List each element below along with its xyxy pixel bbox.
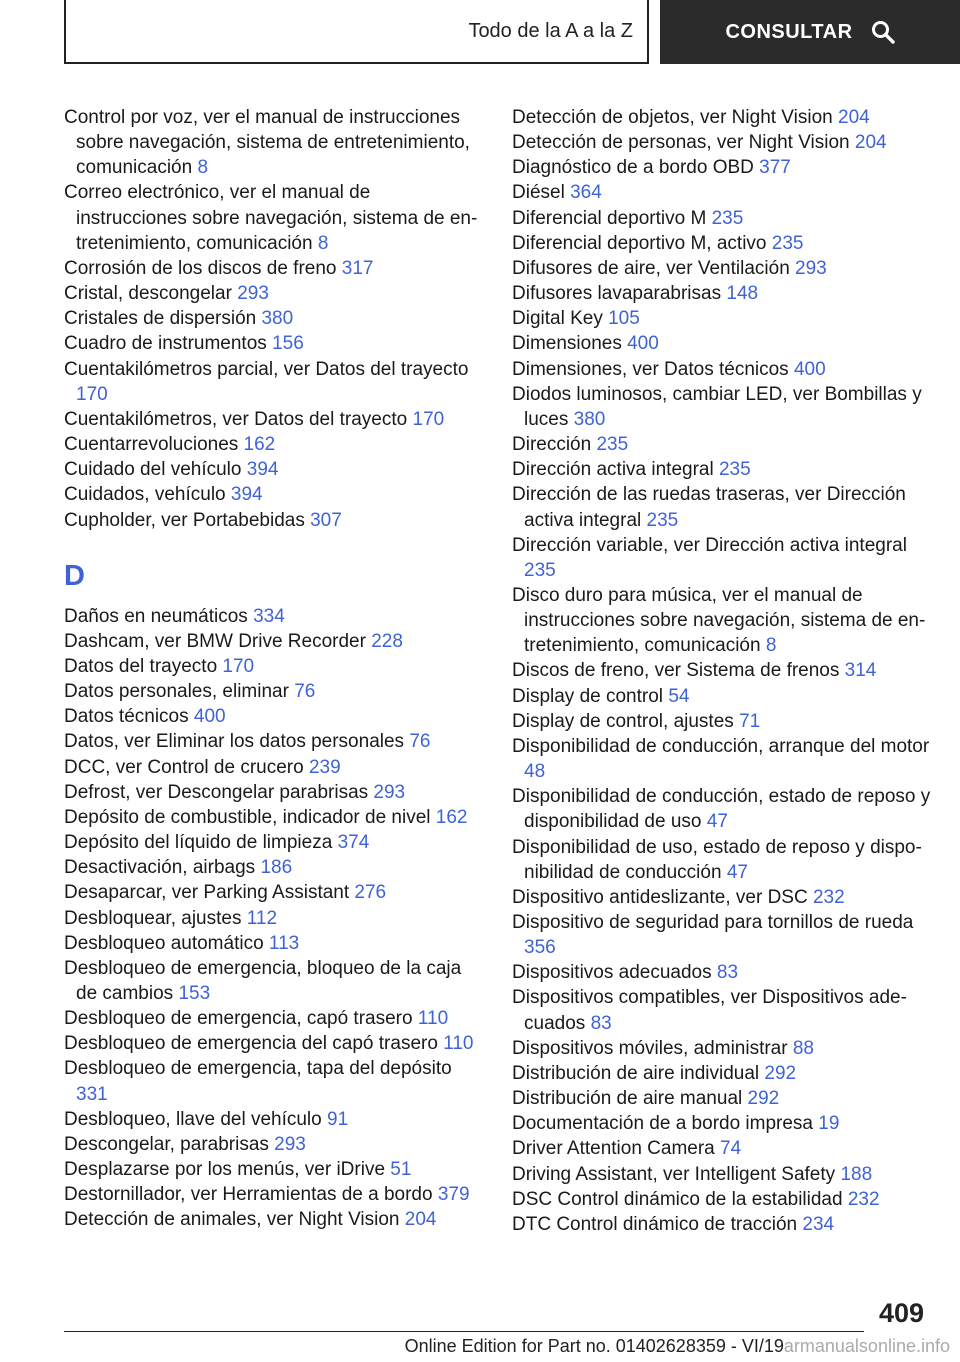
page-link[interactable]: 400: [793, 358, 826, 380]
index-entry: [512, 1136, 932, 1161]
page-link[interactable]: 380: [573, 408, 606, 430]
index-entry: [512, 281, 932, 306]
page-link[interactable]: 54: [668, 685, 690, 707]
entry-text: Datos técnicos: [64, 706, 189, 728]
page-link[interactable]: 153: [178, 983, 211, 1004]
index-entry: [512, 784, 932, 834]
index-entry: [512, 910, 932, 960]
entry-text: Disponibilidad de conducción, estado de reposo y disponibilidad de uso: [512, 786, 931, 833]
footer-divider: [64, 1331, 864, 1332]
entry-text: Cuentakilómetros, ver Datos del trayecto: [64, 408, 408, 430]
magnifier-icon: [871, 20, 895, 44]
index-entry: [64, 855, 484, 880]
page-link[interactable]: 400: [627, 333, 659, 355]
index-entry: [64, 805, 484, 830]
page-link[interactable]: 51: [390, 1159, 412, 1181]
edition-text: Online Edition for Part no. 01402628359 - VI/19: [404, 1336, 784, 1356]
index-entry: [64, 1207, 484, 1232]
entry-text: Cuentarrevoluciones: [64, 434, 239, 456]
entry-text: Dashcam, ver BMW Drive Recorder: [64, 630, 366, 652]
page-link[interactable]: 113: [268, 932, 300, 954]
section-letter: D: [64, 559, 85, 592]
page-link[interactable]: 76: [409, 731, 431, 753]
index-entry: [512, 482, 932, 532]
page-link[interactable]: 83: [590, 1012, 612, 1034]
page-link[interactable]: 19: [818, 1113, 840, 1135]
index-entry: [64, 654, 484, 679]
index-entry: [512, 1036, 932, 1061]
index-entry: [512, 684, 932, 709]
entry-text: Desaparcar, ver Parking Assistant: [64, 882, 350, 904]
index-entry: [64, 956, 484, 1006]
index-entry: [64, 1056, 484, 1106]
index-entry: [64, 755, 484, 780]
entry-text: Cristal, descongelar: [64, 283, 232, 305]
page-link[interactable]: 293: [795, 257, 827, 279]
entry-text: Depósito del líquido de limpieza: [64, 832, 333, 854]
entry-text: DCC, ver Control de crucero: [64, 756, 304, 778]
entry-text: Depósito de combustible, indicador de nivel: [64, 806, 431, 828]
page-link[interactable]: 239: [308, 756, 341, 778]
entry-text: Dimensiones: [512, 333, 622, 355]
page-link[interactable]: 307: [310, 509, 342, 531]
index-entry: [64, 407, 484, 432]
index-entry: [512, 835, 932, 885]
index-entry: [64, 457, 484, 482]
index-entry: [64, 1006, 484, 1031]
page-link[interactable]: 232: [812, 886, 845, 908]
page-link[interactable]: 204: [854, 132, 887, 154]
entry-text: Distribución de aire manual: [512, 1088, 743, 1110]
entry-text: Cuentakilómetros parcial, ver Datos del trayecto: [64, 358, 469, 380]
page-link[interactable]: 394: [246, 459, 279, 481]
page-number: 409: [878, 1298, 924, 1328]
index-entry: [512, 734, 932, 784]
entry-text: Diferencial deportivo M: [512, 207, 707, 229]
index-entry: [512, 382, 932, 432]
entry-text: Difusores de aire, ver Ventilación: [512, 257, 790, 279]
index-entry: [512, 306, 932, 331]
page-link[interactable]: 334: [253, 605, 285, 627]
page-link[interactable]: 235: [596, 434, 629, 456]
index-entry: [512, 885, 932, 910]
page-link[interactable]: 170: [412, 408, 445, 430]
entry-text: Dirección de las ruedas traseras, ver Dirección activa integral: [512, 484, 906, 531]
entry-text: Dirección activa integral: [512, 459, 714, 481]
index-entry: [64, 1132, 484, 1157]
page-link[interactable]: 235: [771, 232, 804, 254]
page-link[interactable]: 276: [354, 882, 387, 904]
index-entry: [64, 508, 484, 533]
page-link[interactable]: 204: [404, 1209, 437, 1231]
entry-text: Disco duro para música, ver el manual de instrucciones sobre navegación, sistema de entretenimiento, comunicación: [512, 584, 926, 657]
index-entry: [512, 583, 932, 658]
index-tab[interactable]: [64, 0, 649, 64]
entry-text: Driving Assistant, ver Intelligent Safety: [512, 1163, 836, 1185]
page-link[interactable]: 105: [608, 308, 640, 330]
entry-text: Diagnóstico de a bordo OBD: [512, 157, 754, 179]
page-link[interactable]: 235: [646, 509, 679, 531]
index-entry: [512, 1086, 932, 1111]
entry-text: Driver Attention Camera: [512, 1138, 715, 1160]
page-link[interactable]: 331: [76, 1083, 108, 1105]
index-entry: [64, 906, 484, 931]
page-link[interactable]: 170: [76, 383, 108, 405]
footer: [0, 1336, 960, 1357]
page-link[interactable]: 356: [524, 937, 556, 959]
entry-text: Desbloqueo de emergencia, tapa del depósito: [64, 1058, 452, 1080]
page-link[interactable]: 317: [341, 257, 374, 279]
index-entry: [512, 1061, 932, 1086]
page-link[interactable]: 156: [272, 333, 304, 355]
index-tab-label: Todo de la A a la Z: [468, 19, 633, 42]
index-entry: [512, 709, 932, 734]
index-entry: [64, 432, 484, 457]
index-entry: [512, 533, 932, 583]
entry-text: Diferencial deportivo M, activo: [512, 232, 767, 254]
entry-text: Corrosión de los discos de freno: [64, 257, 337, 279]
entry-text: Disponibilidad de uso, estado de reposo y disponibilidad de conducción: [512, 836, 922, 883]
page-link[interactable]: 292: [747, 1088, 780, 1110]
entry-text: Digital Key: [512, 308, 603, 330]
page-link[interactable]: 204: [838, 107, 870, 128]
page-link[interactable]: 186: [260, 857, 293, 879]
index-entry: [512, 658, 932, 683]
page-link[interactable]: 292: [764, 1062, 797, 1084]
index-entry: [512, 1111, 932, 1136]
index-entry: [512, 1162, 932, 1187]
entry-text: Diésel: [512, 182, 565, 204]
page-link[interactable]: 8: [765, 635, 777, 657]
index-entry: [512, 357, 932, 382]
index-entry: [512, 155, 932, 180]
index-entry: [64, 1107, 484, 1132]
index-entry: [64, 830, 484, 855]
index-entry: [512, 206, 932, 231]
index-entry: [64, 180, 484, 255]
entry-text: Disponibilidad de conducción, arranque del motor: [512, 735, 930, 757]
index-entry: [512, 331, 932, 356]
index-entry: [64, 780, 484, 805]
index-entry: [512, 180, 932, 205]
entry-text: Desbloqueo de emergencia, capó trasero: [64, 1008, 413, 1030]
page-link[interactable]: 235: [718, 459, 751, 481]
entry-text: Dispositivo antideslizante, ver DSC: [512, 886, 808, 908]
page-link[interactable]: 88: [792, 1037, 814, 1059]
index-entry: [512, 432, 932, 457]
index-column-left: [64, 105, 484, 1233]
index-entry: [64, 1182, 484, 1207]
page-link[interactable]: 8: [317, 232, 329, 254]
page-link[interactable]: 380: [261, 308, 294, 330]
index-entry: [64, 704, 484, 729]
entry-text: Display de control: [512, 685, 664, 707]
entry-text: Dispositivos móviles, administrar: [512, 1037, 788, 1059]
entry-text: Discos de freno, ver Sistema de frenos: [512, 660, 840, 682]
page-link[interactable]: 112: [246, 907, 278, 929]
search-tab[interactable]: [660, 0, 960, 64]
index-entry: [512, 1187, 932, 1212]
page-link[interactable]: 293: [274, 1133, 306, 1155]
entry-text: Cristales de dispersión: [64, 308, 257, 330]
entry-text: Desbloquear, ajustes: [64, 907, 242, 929]
entry-text: Detección de personas, ver Night Vision: [512, 132, 850, 154]
page-link[interactable]: 110: [443, 1033, 474, 1055]
entry-text: Cuadro de instrumentos: [64, 333, 267, 355]
index-entry: [64, 105, 484, 180]
page-link[interactable]: 232: [847, 1188, 880, 1210]
index-entry: [64, 604, 484, 629]
page-link[interactable]: 47: [726, 861, 748, 883]
index-entry: [64, 1031, 484, 1056]
page-link[interactable]: 234: [802, 1213, 835, 1235]
index-entry: [64, 729, 484, 754]
index-entry: [64, 482, 484, 507]
page-link[interactable]: 228: [371, 630, 403, 652]
entry-text: Descongelar, parabrisas: [64, 1133, 269, 1155]
index-entry: [64, 880, 484, 905]
index-entry: [64, 629, 484, 654]
search-tab-label: CONSULTAR: [725, 20, 853, 43]
entry-text: Distribución de aire individual: [512, 1062, 760, 1084]
entry-text: Defrost, ver Descongelar parabrisas: [64, 781, 369, 803]
page-link[interactable]: 76: [294, 681, 316, 703]
entry-text: Detección de objetos, ver Night Vision: [512, 107, 833, 128]
entry-text: Dispositivo de seguridad para tornillos de rueda: [512, 912, 914, 933]
index-entry: [512, 105, 932, 130]
index-entry: [512, 130, 932, 155]
index-entry: [512, 457, 932, 482]
page-link[interactable]: 148: [726, 283, 759, 305]
page-link[interactable]: 400: [193, 706, 226, 728]
page-link[interactable]: 314: [844, 660, 877, 682]
page-link[interactable]: 47: [706, 811, 728, 833]
index-entry: [64, 306, 484, 331]
index-entry: [64, 281, 484, 306]
index-entry: [512, 985, 932, 1035]
entry-text: Dispositivos compatibles, ver Dispositivos adecuados: [512, 987, 907, 1034]
entry-text: Dirección variable, ver Dirección activa integral: [512, 534, 907, 556]
entry-text: Diodos luminosos, cambiar LED, ver Bombillas y luces: [512, 383, 922, 430]
entry-text: Desbloqueo de emergencia, bloqueo de la caja de cambios: [64, 957, 462, 1004]
page-link[interactable]: 170: [222, 655, 255, 677]
index-entry: [64, 679, 484, 704]
entry-text: Difusores lavaparabrisas: [512, 283, 722, 305]
page-link[interactable]: 235: [524, 559, 556, 581]
page-link[interactable]: 293: [237, 283, 269, 305]
index-entry: [512, 1212, 932, 1237]
entry-text: Desbloqueo, llave del vehículo: [64, 1108, 322, 1130]
entry-text: Datos personales, eliminar: [64, 681, 289, 703]
index-entry: [512, 960, 932, 985]
entry-text: Dimensiones, ver Datos técnicos: [512, 358, 789, 380]
page-link[interactable]: 394: [230, 484, 263, 506]
entry-text: Daños en neumáticos: [64, 605, 248, 627]
page-link[interactable]: 110: [417, 1008, 449, 1030]
entry-text: Datos, ver Eliminar los datos personales: [64, 731, 405, 753]
page-link[interactable]: 377: [759, 157, 791, 179]
entry-text: Desplazarse por los menús, ver iDrive: [64, 1159, 386, 1181]
entry-text: Desbloqueo de emergencia del capó trasero: [64, 1033, 438, 1055]
page-link[interactable]: 91: [327, 1108, 349, 1130]
entry-text: Documentación de a bordo impresa: [512, 1113, 814, 1135]
entry-text: Display de control, ajustes: [512, 710, 734, 732]
entry-text: DTC Control dinámico de tracción: [512, 1213, 798, 1235]
page-link[interactable]: 364: [570, 182, 602, 204]
page-link[interactable]: 379: [437, 1184, 470, 1206]
index-entry: [64, 1157, 484, 1182]
entry-text: Cupholder, ver Portabebidas: [64, 509, 305, 531]
entry-text: DSC Control dinámico de la estabilidad: [512, 1188, 843, 1210]
entry-text: Datos del trayecto: [64, 655, 218, 677]
page-link[interactable]: 162: [435, 806, 468, 828]
entry-text: Control por voz, ver el manual de instrucciones sobre navegación, sistema de entretenimiento, comunicación: [64, 107, 470, 179]
entry-text: Cuidado del vehículo: [64, 459, 242, 481]
index-entry: [512, 256, 932, 281]
page-link[interactable]: 71: [739, 710, 761, 732]
index-entry: [64, 256, 484, 281]
index-entry: [64, 931, 484, 956]
index-entry: [64, 331, 484, 356]
page-link[interactable]: 293: [373, 781, 406, 803]
entry-text: Dispositivos adecuados: [512, 962, 712, 984]
index-entry: [64, 357, 484, 407]
page-link[interactable]: 8: [197, 157, 209, 179]
entry-text: Desbloqueo automático: [64, 932, 264, 954]
page-link[interactable]: 374: [337, 832, 370, 854]
entry-text: Detección de animales, ver Night Vision: [64, 1209, 400, 1231]
entry-text: Desactivación, airbags: [64, 857, 256, 879]
page-link[interactable]: 74: [720, 1138, 742, 1160]
page-link[interactable]: 188: [840, 1163, 873, 1185]
page-link[interactable]: 83: [716, 962, 739, 984]
entry-text: Destornillador, ver Herramientas de a bordo: [64, 1184, 433, 1206]
page-link[interactable]: 235: [711, 207, 744, 229]
index-column-right: [512, 105, 932, 1237]
page-link[interactable]: 48: [524, 761, 546, 783]
entry-text: Cuidados, vehículo: [64, 484, 226, 506]
index-entry: [512, 231, 932, 256]
entry-text: Dirección: [512, 434, 592, 456]
entry-text: Correo electrónico, ver el manual de instrucciones sobre navegación, sistema de entretenimiento, comunicación: [64, 182, 478, 254]
watermark: armanualsonline.info: [783, 1336, 950, 1356]
page-link[interactable]: 162: [243, 434, 276, 456]
